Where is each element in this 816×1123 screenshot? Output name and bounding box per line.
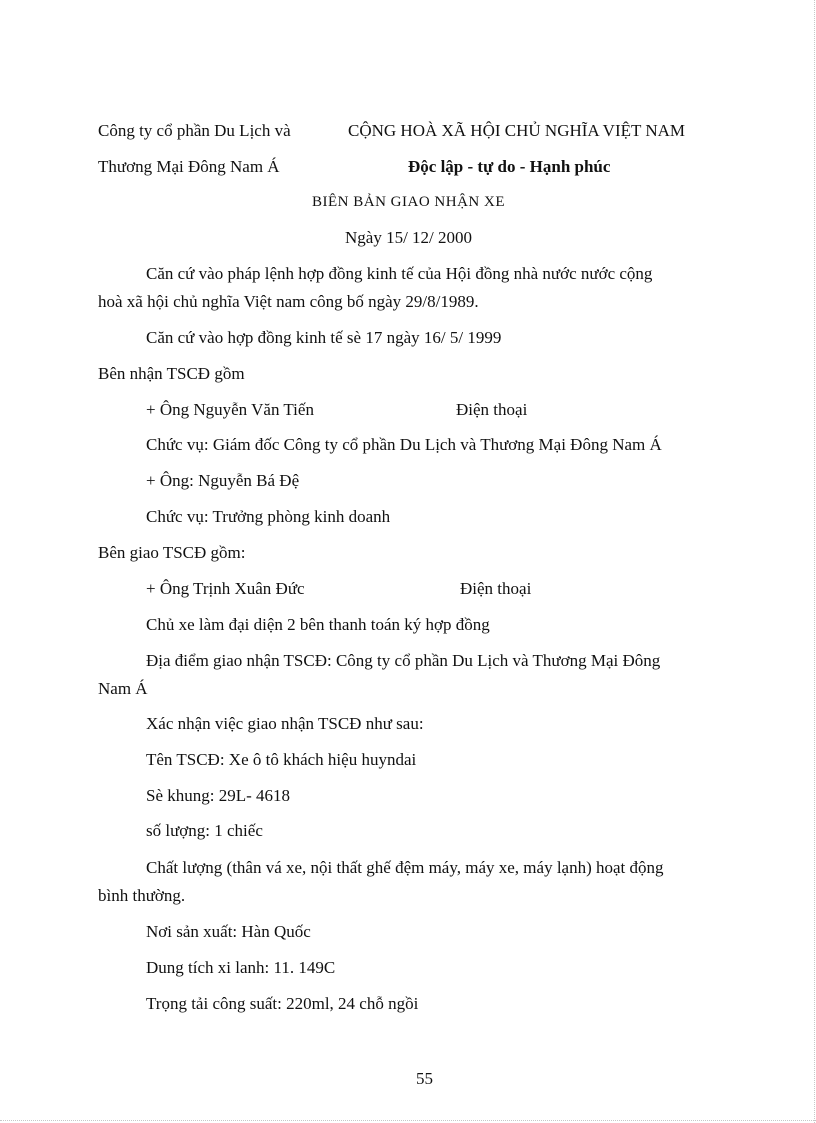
page-number: 55 (416, 1069, 433, 1088)
basis-2: Căn cứ vào hợp đồng kinh tế sè 17 ngày 16/ 5/ 1999 (146, 328, 502, 347)
quantity: số lượng: 1 chiếc (146, 821, 263, 840)
quality-line-1: Chất lượng (thân vá xe, nội thất ghế đệm máy, máy xe, máy lạnh) hoạt động (146, 858, 664, 877)
giver-1-phone: Điện thoại (460, 579, 532, 598)
owner-note: Chủ xe làm đại diện 2 bên thanh toán ký hợp đồng (146, 615, 490, 634)
receiver-heading: Bên nhận TSCĐ gồm (98, 364, 245, 383)
basis-1-line-1: Căn cứ vào pháp lệnh hợp đồng kinh tế của Hội đồng nhà nước nước cộng (146, 264, 653, 283)
load-capacity: Trọng tải công suất: 220ml, 24 chỗ ngồi (146, 994, 419, 1013)
giver-heading: Bên giao TSCĐ gồm: (98, 543, 246, 562)
receiver-1-role: Chức vụ: Giám đốc Công ty cổ phần Du Lịch và Thương Mại Đông Nam Á (146, 435, 662, 454)
giver-1-name: + Ông Trịnh Xuân Đức (146, 579, 305, 598)
receiver-2-name: + Ông: Nguyễn Bá Đệ (146, 471, 300, 490)
page-edge-bottom (0, 1120, 816, 1121)
confirm-statement: Xác nhận việc giao nhận TSCĐ như sau: (146, 714, 424, 733)
asset-name: Tên TSCĐ: Xe ô tô khách hiệu huyndai (146, 750, 417, 769)
company-name-line1: Công ty cổ phần Du Lịch và (98, 121, 291, 140)
nation-heading: CỘNG HOÀ XÃ HỘI CHỦ NGHĨA VIỆT NAM (348, 121, 686, 140)
receiver-1-name: + Ông Nguyễn Văn Tiến (146, 400, 314, 419)
receiver-2-role: Chức vụ: Trưởng phòng kinh doanh (146, 507, 391, 526)
cylinder-capacity: Dung tích xi lanh: 11. 149C (146, 958, 336, 977)
motto: Độc lập - tự do - Hạnh phúc (408, 157, 611, 176)
frame-number: Sè khung: 29L- 4618 (146, 786, 291, 805)
origin: Nơi sản xuất: Hàn Quốc (146, 922, 311, 941)
receiver-1-phone: Điện thoại (456, 400, 528, 419)
basis-1-line-2: hoà xã hội chủ nghĩa Việt nam công bố ngày 29/8/1989. (98, 292, 479, 311)
document-date: Ngày 15/ 12/ 2000 (345, 228, 473, 247)
company-name-line2: Thương Mại Đông Nam Á (98, 157, 280, 176)
document-title: BIÊN BẢN GIAO NHẬN XE (312, 194, 505, 210)
location-line-2: Nam Á (98, 679, 148, 698)
quality-line-2: bình thường. (98, 886, 186, 905)
page-edge-right (814, 0, 815, 1123)
location-line-1: Địa điểm giao nhận TSCĐ: Công ty cổ phần Du Lịch và Thương Mại Đông (146, 651, 661, 670)
